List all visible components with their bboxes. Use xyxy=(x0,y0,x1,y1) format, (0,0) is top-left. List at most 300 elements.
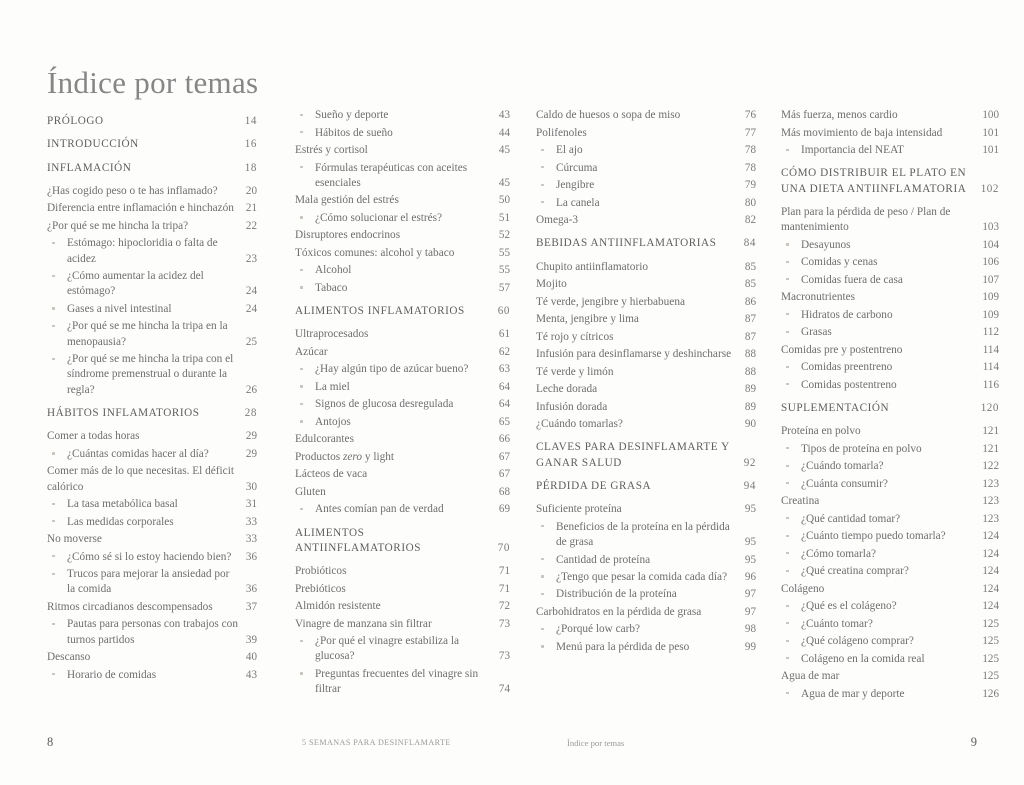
toc-entry-page-number: 18 xyxy=(244,161,257,174)
toc-entry-label: Ultraprocesados xyxy=(295,328,369,341)
toc-entry[interactable] xyxy=(536,347,756,362)
toc-entry[interactable] xyxy=(781,360,999,375)
toc-entry[interactable] xyxy=(536,295,756,310)
toc-entry-page-number: 64 xyxy=(498,380,510,393)
toc-entry-label: ¿Cómo solucionar el estrés? xyxy=(315,211,499,226)
toc-entry-page-number: 76 xyxy=(744,109,756,122)
toc-entry-label: Comidas pre y postentreno xyxy=(781,343,903,356)
toc-entry-page-number: 126 xyxy=(982,687,999,700)
toc-entry[interactable] xyxy=(295,617,510,632)
toc-entry-label: Colágeno xyxy=(781,582,825,595)
toc-entry-page-number: 36 xyxy=(245,550,257,563)
toc-entry-page-number: 65 xyxy=(498,415,510,428)
toc-entry[interactable] xyxy=(781,108,999,123)
toc-entry[interactable] xyxy=(295,564,510,579)
toc-entry-page-number: 74 xyxy=(498,683,510,696)
toc-entry-page-number: 63 xyxy=(498,363,510,376)
toc-entry-page-number: 77 xyxy=(744,126,756,139)
toc-entry[interactable] xyxy=(536,143,756,158)
toc-entry-label: La tasa metabólica basal xyxy=(67,497,246,512)
toc-entry-label: ¿Hay algún tipo de azúcar bueno? xyxy=(315,362,499,377)
toc-entry-label: ALIMENTOS ANTIINFLAMATORIOS xyxy=(295,526,421,554)
toc-entry-page-number: 43 xyxy=(498,109,510,122)
toc-entry-label: Tabaco xyxy=(315,281,499,296)
toc-entry-label: Horario de comidas xyxy=(67,668,246,683)
toc-entry-page-number: 33 xyxy=(245,515,257,528)
toc-entry[interactable] xyxy=(536,553,756,568)
toc-entry[interactable] xyxy=(47,219,257,234)
toc-entry-page-number: 57 xyxy=(498,281,510,294)
toc-entry-label: ¿Cuánto tomar? xyxy=(801,617,982,632)
toc-entry-page-number: 94 xyxy=(743,479,756,492)
toc-entry-label: ¿Cómo tomarla? xyxy=(801,547,982,562)
toc-entry-label: Productos zero y light xyxy=(295,450,395,463)
toc-entry-label: Antes comían pan de verdad xyxy=(315,502,499,517)
toc-entry-page-number: 69 xyxy=(498,503,510,516)
toc-entry-page-number: 40 xyxy=(245,651,257,664)
toc-entry-label: Ritmos circadianos descompensados xyxy=(47,600,213,613)
toc-entry[interactable] xyxy=(295,345,510,360)
toc-entry[interactable] xyxy=(295,304,510,319)
toc-entry-page-number: 52 xyxy=(498,229,510,242)
toc-entry-label: ¿Qué creatina comprar? xyxy=(801,564,982,579)
toc-entry-page-number: 71 xyxy=(498,582,510,595)
toc-entry-page-number: 124 xyxy=(982,530,999,543)
toc-entry[interactable] xyxy=(781,512,999,527)
toc-entry[interactable] xyxy=(47,567,257,598)
toc-entry[interactable] xyxy=(47,236,257,267)
toc-entry-page-number: 112 xyxy=(982,326,999,339)
toc-entry[interactable] xyxy=(536,382,756,397)
toc-entry-label: Plan para la pérdida de peso / Plan de mantenimiento xyxy=(781,206,951,234)
toc-entry[interactable] xyxy=(781,652,999,667)
toc-entry-page-number: 43 xyxy=(245,668,257,681)
toc-entry-label: Las medidas corporales xyxy=(67,515,246,530)
toc-entry-page-number: 100 xyxy=(982,109,999,122)
toc-entry-page-number: 66 xyxy=(498,433,510,446)
toc-entry-label: ¿Cómo sé si lo estoy haciendo bien? xyxy=(67,550,246,565)
toc-entry-label: Prebióticos xyxy=(295,582,346,595)
toc-entry[interactable] xyxy=(295,467,510,482)
toc-entry[interactable] xyxy=(781,166,999,197)
toc-entry-label: ¿Qué es el colágeno? xyxy=(801,599,982,614)
toc-entry[interactable] xyxy=(781,669,999,684)
toc-entry[interactable] xyxy=(47,447,257,462)
toc-entry[interactable] xyxy=(295,246,510,261)
toc-entry-label: Probióticos xyxy=(295,565,347,578)
toc-entry-page-number: 123 xyxy=(982,495,999,508)
toc-entry[interactable] xyxy=(47,515,257,530)
toc-entry[interactable] xyxy=(536,178,756,193)
toc-entry-label: Comer más de lo que necesitas. El déficit calórico xyxy=(47,465,234,493)
toc-entry-label: Tóxicos comunes: alcohol y tabaco xyxy=(295,246,455,259)
toc-entry[interactable] xyxy=(781,401,999,416)
toc-entry-label: Polifenoles xyxy=(536,126,587,139)
toc-entry-page-number: 124 xyxy=(982,600,999,613)
toc-entry-label: Pautas para personas con trabajos con turnos partidos xyxy=(67,617,246,648)
toc-entry[interactable] xyxy=(781,529,999,544)
toc-entry[interactable] xyxy=(781,308,999,323)
toc-entry[interactable] xyxy=(781,547,999,562)
toc-entry[interactable] xyxy=(536,260,756,275)
toc-entry-label: INTRODUCCIÓN xyxy=(47,138,139,151)
toc-entry-label: Almidón resistente xyxy=(295,600,381,613)
toc-entry-label: Más fuerza, menos cardio xyxy=(781,109,898,122)
toc-entry[interactable] xyxy=(536,440,756,471)
toc-entry[interactable] xyxy=(781,424,999,439)
toc-entry-page-number: 125 xyxy=(982,635,999,648)
toc-entry-label: Estrés y cortisol xyxy=(295,144,368,157)
toc-entry[interactable] xyxy=(295,108,510,123)
toc-entry-page-number: 60 xyxy=(497,305,510,318)
toc-columns xyxy=(0,106,1024,704)
toc-column-2 xyxy=(295,106,510,700)
toc-entry-label: Comidas fuera de casa xyxy=(801,273,982,288)
toc-entry-page-number: 87 xyxy=(744,330,756,343)
footer-running-head-left: 5 SEMANAS PARA DESINFLAMARTE xyxy=(302,738,451,747)
toc-entry-page-number: 109 xyxy=(982,308,999,321)
toc-entry-label: Hidratos de carbono xyxy=(801,308,982,323)
toc-entry-page-number: 21 xyxy=(245,202,257,215)
toc-entry[interactable] xyxy=(295,228,510,243)
toc-entry[interactable] xyxy=(781,459,999,474)
toc-entry-label: Vinagre de manzana sin filtrar xyxy=(295,617,432,630)
toc-entry[interactable] xyxy=(536,605,756,620)
toc-entry-page-number: 61 xyxy=(498,328,510,341)
toc-entry[interactable] xyxy=(295,450,510,465)
toc-entry-page-number: 33 xyxy=(245,533,257,546)
toc-entry-page-number: 106 xyxy=(982,256,999,269)
toc-entry-page-number: 104 xyxy=(982,238,999,251)
toc-entry-label: Distribución de la proteína xyxy=(556,587,745,602)
toc-entry-page-number: 30 xyxy=(245,480,257,493)
footer-page-number-left: 8 xyxy=(47,735,54,749)
toc-entry-page-number: 36 xyxy=(245,583,257,596)
toc-entry[interactable] xyxy=(295,380,510,395)
toc-entry-label: CÓMO DISTRIBUIR EL PLATO EN UNA DIETA ANTIINFLAMATORIA xyxy=(781,167,967,195)
toc-entry[interactable] xyxy=(781,564,999,579)
toc-entry-page-number: 95 xyxy=(744,536,756,549)
toc-entry[interactable] xyxy=(781,273,999,288)
toc-entry-page-number: 124 xyxy=(982,565,999,578)
toc-entry-label: Mala gestión del estrés xyxy=(295,194,399,207)
toc-entry[interactable] xyxy=(47,497,257,512)
toc-entry[interactable] xyxy=(536,502,756,517)
toc-entry[interactable] xyxy=(536,520,756,551)
toc-entry[interactable] xyxy=(536,479,756,494)
toc-entry-page-number: 73 xyxy=(498,617,510,630)
toc-entry[interactable] xyxy=(295,126,510,141)
toc-entry-page-number: 71 xyxy=(498,565,510,578)
toc-entry-label: Té rojo y cítricos xyxy=(536,330,614,343)
toc-entry-page-number: 125 xyxy=(982,652,999,665)
toc-entry-page-number: 123 xyxy=(982,512,999,525)
toc-entry-page-number: 97 xyxy=(744,605,756,618)
toc-column-4 xyxy=(781,106,999,704)
toc-entry[interactable] xyxy=(536,277,756,292)
toc-entry[interactable] xyxy=(295,193,510,208)
toc-entry-label: La miel xyxy=(315,380,499,395)
toc-entry-page-number: 51 xyxy=(498,211,510,224)
toc-entry[interactable] xyxy=(47,137,257,152)
toc-entry-label: Infusión para desinflamarse y deshincharse xyxy=(536,348,732,361)
toc-entry-label: Leche dorada xyxy=(536,383,598,396)
toc-entry-page-number: 72 xyxy=(498,600,510,613)
toc-entry-label: ¿Por qué se me hincha la tripa? xyxy=(47,219,189,232)
toc-entry-label: Proteína en polvo xyxy=(781,425,861,438)
toc-entry[interactable] xyxy=(47,114,257,129)
toc-entry[interactable] xyxy=(781,634,999,649)
toc-entry[interactable] xyxy=(295,415,510,430)
toc-entry-label: Carbohidratos en la pérdida de grasa xyxy=(536,605,702,618)
toc-entry-label: El ajo xyxy=(556,143,745,158)
toc-entry[interactable] xyxy=(781,477,999,492)
toc-entry-page-number: 114 xyxy=(982,361,999,374)
toc-entry-page-number: 87 xyxy=(744,313,756,326)
toc-entry[interactable] xyxy=(781,325,999,340)
toc-entry-page-number: 55 xyxy=(498,246,510,259)
toc-entry-page-number: 37 xyxy=(245,600,257,613)
toc-entry[interactable] xyxy=(536,312,756,327)
toc-entry-label: Alcohol xyxy=(315,263,499,278)
toc-entry-label: Diferencia entre inflamación e hinchazón xyxy=(47,202,234,215)
toc-entry-label: Agua de mar xyxy=(781,670,840,683)
toc-entry-page-number: 73 xyxy=(498,650,510,663)
toc-entry[interactable] xyxy=(536,236,756,251)
toc-entry-page-number: 64 xyxy=(498,398,510,411)
toc-entry-page-number: 101 xyxy=(982,126,999,139)
toc-entry-page-number: 98 xyxy=(744,623,756,636)
toc-entry-label: Antojos xyxy=(315,415,499,430)
toc-entry-label: Más movimiento de baja intensidad xyxy=(781,126,943,139)
toc-entry[interactable] xyxy=(781,255,999,270)
toc-entry-page-number: 29 xyxy=(245,430,257,443)
toc-entry[interactable] xyxy=(536,587,756,602)
toc-column-3 xyxy=(536,106,756,657)
toc-entry[interactable] xyxy=(295,211,510,226)
toc-entry-label: ALIMENTOS INFLAMATORIOS xyxy=(295,305,465,318)
toc-entry[interactable] xyxy=(295,599,510,614)
toc-entry-page-number: 78 xyxy=(744,161,756,174)
toc-entry[interactable] xyxy=(781,205,999,236)
toc-entry[interactable] xyxy=(47,532,257,547)
toc-entry-page-number: 25 xyxy=(245,335,257,348)
toc-entry[interactable] xyxy=(295,432,510,447)
toc-entry[interactable] xyxy=(781,442,999,457)
toc-entry-label: ¿Tengo que pesar la comida cada día? xyxy=(556,570,745,585)
toc-entry-page-number: 50 xyxy=(498,194,510,207)
toc-entry-label: ¿Qué cantidad tomar? xyxy=(801,512,982,527)
toc-entry[interactable] xyxy=(47,352,257,398)
toc-entry-label: Té verde y limón xyxy=(536,365,614,378)
toc-entry[interactable] xyxy=(536,330,756,345)
toc-entry[interactable] xyxy=(781,582,999,597)
toc-entry[interactable] xyxy=(536,213,756,228)
toc-entry-page-number: 101 xyxy=(982,144,999,157)
toc-entry-page-number: 121 xyxy=(982,425,999,438)
toc-entry-label: Comidas y cenas xyxy=(801,255,982,270)
toc-entry-page-number: 89 xyxy=(744,383,756,396)
toc-entry-label: No moverse xyxy=(47,533,102,546)
toc-entry-label: Signos de glucosa desregulada xyxy=(315,397,499,412)
toc-entry[interactable] xyxy=(781,599,999,614)
toc-entry[interactable] xyxy=(781,687,999,702)
toc-entry[interactable] xyxy=(781,343,999,358)
toc-entry-page-number: 124 xyxy=(982,547,999,560)
toc-entry-label: Descanso xyxy=(47,651,91,664)
toc-entry-label: ¿Por qué se me hincha la tripa con el síndrome premenstrual o durante la regla? xyxy=(67,352,246,398)
toc-entry-page-number: 45 xyxy=(498,176,510,189)
toc-entry-page-number: 85 xyxy=(744,260,756,273)
toc-entry[interactable] xyxy=(47,406,257,421)
toc-entry-label: Colágeno en la comida real xyxy=(801,652,982,667)
toc-entry[interactable] xyxy=(47,429,257,444)
toc-entry-label: Lácteos de vaca xyxy=(295,468,368,481)
toc-entry[interactable] xyxy=(295,143,510,158)
toc-entry-label: Estómago: hipocloridia o falta de acidez xyxy=(67,236,246,267)
toc-entry-label: Creatina xyxy=(781,495,820,508)
toc-entry-page-number: 103 xyxy=(982,221,999,234)
toc-entry[interactable] xyxy=(295,634,510,665)
toc-entry-label: ¿Porqué low carb? xyxy=(556,622,745,637)
toc-entry[interactable] xyxy=(536,622,756,637)
toc-entry[interactable] xyxy=(536,570,756,585)
toc-entry[interactable] xyxy=(295,362,510,377)
toc-entry[interactable] xyxy=(781,378,999,393)
toc-entry-page-number: 70 xyxy=(497,541,510,554)
toc-entry-page-number: 107 xyxy=(982,273,999,286)
toc-entry-label: INFLAMACIÓN xyxy=(47,161,132,174)
toc-entry-label: Sueño y deporte xyxy=(315,108,499,123)
toc-entry[interactable] xyxy=(781,617,999,632)
toc-entry-page-number: 68 xyxy=(498,485,510,498)
toc-entry[interactable] xyxy=(536,417,756,432)
toc-entry-label: Importancia del NEAT xyxy=(801,143,982,158)
toc-entry-page-number: 22 xyxy=(245,219,257,232)
toc-entry-page-number: 28 xyxy=(244,407,257,420)
toc-entry[interactable] xyxy=(295,667,510,698)
toc-entry[interactable] xyxy=(47,269,257,300)
toc-column-1 xyxy=(47,106,257,685)
toc-entry-page-number: 92 xyxy=(743,456,756,469)
toc-entry-page-number: 82 xyxy=(744,214,756,227)
toc-entry-page-number: 95 xyxy=(744,503,756,516)
toc-entry-label: Cantidad de proteína xyxy=(556,553,745,568)
toc-entry[interactable] xyxy=(295,161,510,192)
footer-page-number-right: 9 xyxy=(970,735,977,749)
toc-entry[interactable] xyxy=(295,281,510,296)
toc-entry[interactable] xyxy=(47,668,257,683)
toc-entry[interactable] xyxy=(781,238,999,253)
toc-entry-label: SUPLEMENTACIÓN xyxy=(781,402,890,414)
toc-entry[interactable] xyxy=(536,196,756,211)
toc-entry[interactable] xyxy=(781,290,999,305)
toc-entry-label: ¿Cuándo tomarla? xyxy=(801,459,982,474)
toc-entry-page-number: 67 xyxy=(498,468,510,481)
toc-entry-page-number: 79 xyxy=(744,179,756,192)
toc-entry-label: Comidas preentreno xyxy=(801,360,983,375)
toc-entry-page-number: 39 xyxy=(245,633,257,646)
toc-entry-label: Grasas xyxy=(801,325,983,340)
toc-entry[interactable] xyxy=(536,161,756,176)
toc-entry-label: Menta, jengibre y lima xyxy=(536,313,639,326)
toc-entry[interactable] xyxy=(536,640,756,655)
toc-entry[interactable] xyxy=(295,327,510,342)
toc-entry-page-number: 121 xyxy=(982,442,999,455)
toc-entry[interactable] xyxy=(536,108,756,123)
toc-entry-label: Preguntas frecuentes del vinagre sin filtrar xyxy=(315,667,499,698)
toc-entry[interactable] xyxy=(295,485,510,500)
toc-entry[interactable] xyxy=(295,502,510,517)
toc-entry[interactable] xyxy=(47,201,257,216)
toc-entry[interactable] xyxy=(781,126,999,141)
toc-entry-page-number: 26 xyxy=(245,383,257,396)
toc-entry-label: BEBIDAS ANTIINFLAMATORIAS xyxy=(536,237,717,250)
toc-entry[interactable] xyxy=(536,126,756,141)
toc-entry-page-number: 90 xyxy=(744,418,756,431)
toc-entry-label: Fórmulas terapéuticas con aceites esenciales xyxy=(315,161,499,192)
toc-entry[interactable] xyxy=(781,494,999,509)
toc-entry[interactable] xyxy=(781,143,999,158)
toc-entry-label: HÁBITOS INFLAMATORIOS xyxy=(47,407,200,420)
toc-entry-label: Azúcar xyxy=(295,345,328,358)
toc-entry[interactable] xyxy=(47,319,257,350)
toc-entry-label: Hábitos de sueño xyxy=(315,126,499,141)
toc-entry[interactable] xyxy=(47,184,257,199)
toc-entry-page-number: 122 xyxy=(982,460,999,473)
toc-entry-page-number: 23 xyxy=(245,252,257,265)
toc-entry-label: Tipos de proteína en polvo xyxy=(801,442,982,457)
toc-entry[interactable] xyxy=(295,582,510,597)
toc-entry-label: ¿Por qué se me hincha la tripa en la menopausia? xyxy=(67,319,246,350)
toc-entry-label: Suficiente proteína xyxy=(536,503,622,516)
toc-entry-label: Menú para la pérdida de peso xyxy=(556,640,745,655)
toc-entry-page-number: 24 xyxy=(245,285,257,298)
toc-entry[interactable] xyxy=(47,464,257,495)
toc-entry-label: Mojito xyxy=(536,278,567,291)
toc-entry-page-number: 109 xyxy=(982,291,999,304)
toc-entry[interactable] xyxy=(47,161,257,176)
toc-entry-page-number: 125 xyxy=(982,617,999,630)
toc-entry-label: Desayunos xyxy=(801,238,982,253)
toc-entry-label: Chupito antiinflamatorio xyxy=(536,260,649,273)
toc-entry-label: Jengibre xyxy=(556,178,745,193)
toc-entry-page-number: 85 xyxy=(744,278,756,291)
toc-entry-page-number: 88 xyxy=(744,348,756,361)
toc-entry[interactable] xyxy=(536,365,756,380)
toc-entry[interactable] xyxy=(295,397,510,412)
toc-entry-page-number: 124 xyxy=(982,582,999,595)
toc-entry-page-number: 99 xyxy=(744,640,756,653)
toc-entry-page-number: 29 xyxy=(245,447,257,460)
toc-entry[interactable] xyxy=(47,302,257,317)
toc-entry[interactable] xyxy=(47,650,257,665)
toc-entry[interactable] xyxy=(47,617,257,648)
toc-entry[interactable] xyxy=(536,400,756,415)
footer-running-head-right: Índice por temas xyxy=(567,738,625,748)
toc-entry-label: PÉRDIDA DE GRASA xyxy=(536,479,652,492)
toc-entry-page-number: 14 xyxy=(244,115,257,127)
toc-entry[interactable] xyxy=(47,600,257,615)
toc-entry-label: Caldo de huesos o sopa de miso xyxy=(536,109,681,122)
toc-entry[interactable] xyxy=(295,526,510,557)
toc-entry-label: Té verde, jengibre y hierbabuena xyxy=(536,295,685,308)
toc-entry-page-number: 95 xyxy=(744,553,756,566)
toc-entry-label: ¿Cuánto tiempo puedo tomarla? xyxy=(801,529,982,544)
toc-entry[interactable] xyxy=(47,550,257,565)
toc-entry[interactable] xyxy=(295,263,510,278)
toc-entry-label: Disruptores endocrinos xyxy=(295,229,401,242)
